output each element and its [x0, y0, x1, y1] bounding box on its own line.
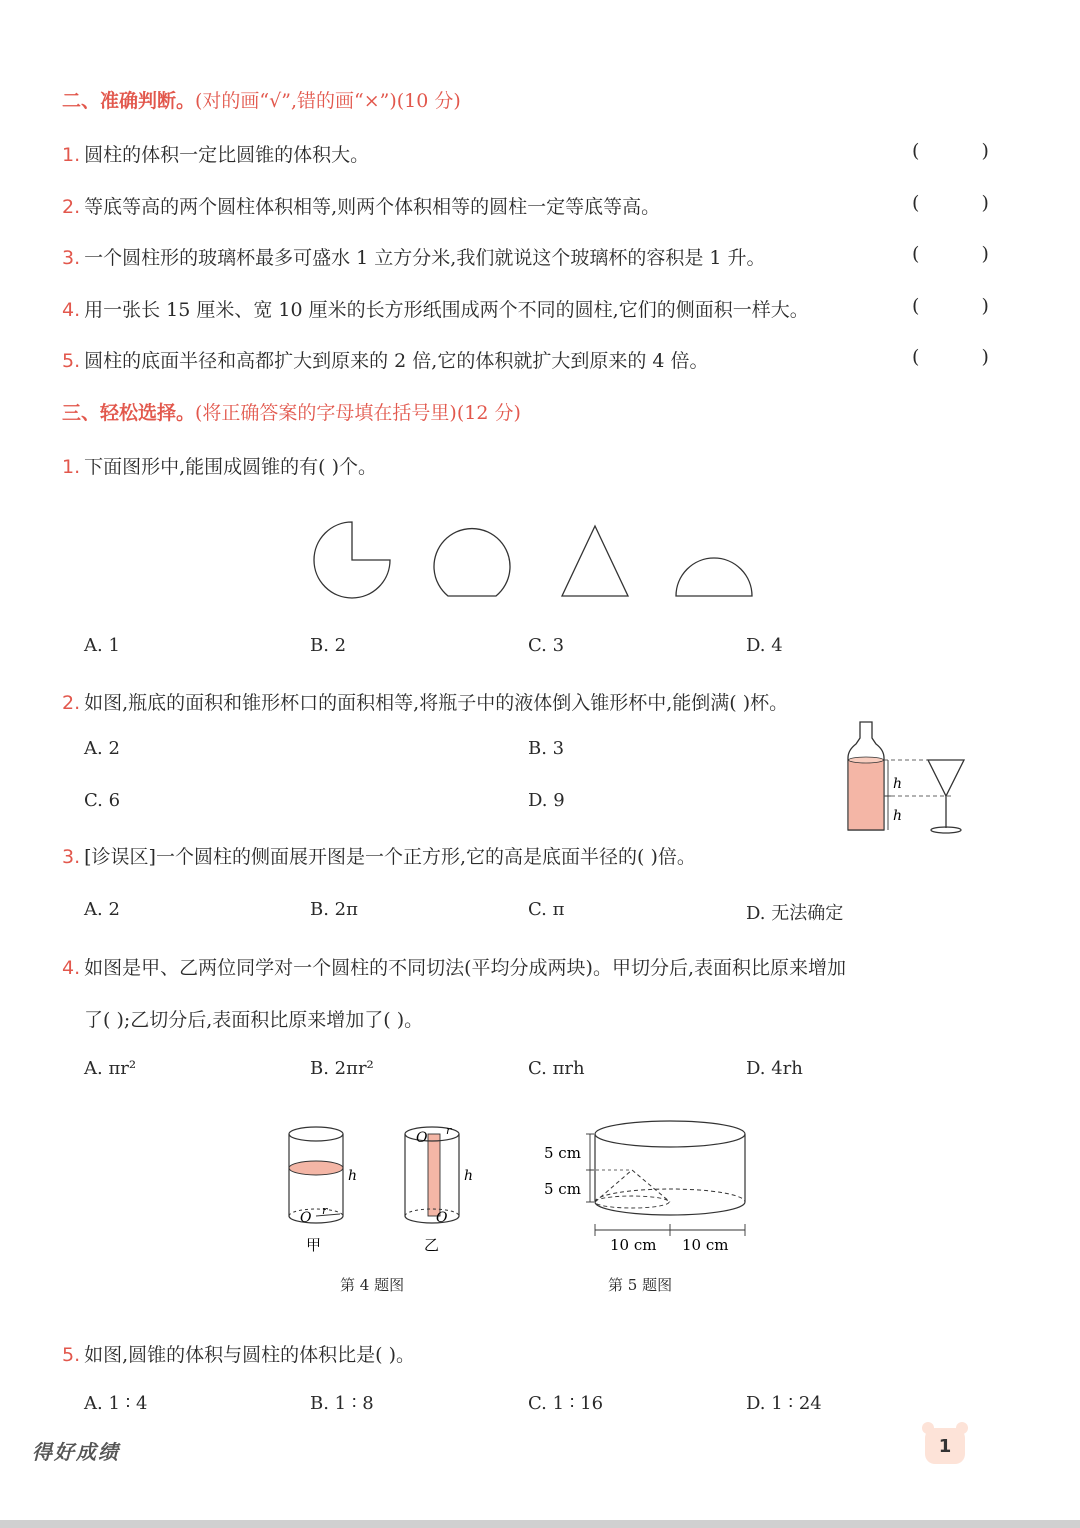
figure-5-caption: 第 5 题图	[608, 1276, 673, 1294]
svg-text:乙: 乙	[424, 1236, 440, 1254]
q5-option-d[interactable]: D. 1 ∶ 24	[746, 1393, 822, 1414]
svg-text:r: r	[322, 1204, 328, 1217]
q4-option-b[interactable]: B. 2πr²	[310, 1058, 374, 1079]
triangle-shape	[562, 526, 628, 596]
judge-item-4: 4. 用一张长 15 厘米、宽 10 厘米的长方形纸围成两个不同的圆柱,它们的侧面积一样大。	[62, 299, 809, 321]
q4-option-a[interactable]: A. πr²	[84, 1058, 137, 1079]
q3-option-c[interactable]: C. π	[528, 899, 565, 920]
bottle-icon	[848, 722, 884, 830]
judge-answer-5[interactable]: ( )	[912, 346, 1017, 368]
footer-brand: 得好成绩	[32, 1440, 120, 1464]
q1-option-a[interactable]: A. 1	[84, 635, 120, 656]
svg-text:h: h	[464, 1168, 474, 1184]
svg-text:O: O	[300, 1210, 312, 1226]
figure-5-cylinder-cone	[540, 1112, 760, 1258]
figure-4-caption: 第 4 题图	[340, 1276, 405, 1294]
q2-option-b[interactable]: B. 3	[528, 738, 565, 759]
q5-option-b[interactable]: B. 1 ∶ 8	[310, 1393, 374, 1414]
svg-text:h: h	[348, 1168, 358, 1184]
q1-option-b[interactable]: B. 2	[310, 635, 347, 656]
figure-4-cylinders	[280, 1118, 480, 1258]
judge-answer-4[interactable]: ( )	[912, 295, 1017, 317]
choice-q1: 1. 下面图形中,能围成圆锥的有( )个。	[62, 456, 378, 478]
svg-text:h: h	[893, 808, 903, 824]
section3-title: 三、轻松选择。(将正确答案的字母填在括号里)(12 分)	[62, 402, 521, 424]
choice-q4-line2: 了( );乙切分后,表面积比原来增加了( )。	[84, 1009, 424, 1031]
q2-option-c[interactable]: C. 6	[84, 790, 121, 811]
cone-cup-icon	[928, 760, 964, 833]
svg-text:h: h	[893, 776, 903, 792]
choice-q2: 2. 如图,瓶底的面积和锥形杯口的面积相等,将瓶子中的液体倒入锥形杯中,能倒满( )杯。	[62, 692, 789, 714]
page-number: 1	[925, 1428, 965, 1464]
svg-text:5 cm: 5 cm	[544, 1180, 581, 1198]
q4-option-c[interactable]: C. πrh	[528, 1058, 585, 1079]
judge-item-1: 1. 圆柱的体积一定比圆锥的体积大。	[62, 144, 370, 166]
judge-answer-3[interactable]: ( )	[912, 243, 1017, 265]
judge-item-2: 2. 等底等高的两个圆柱体积相等,则两个体积相等的圆柱一定等底等高。	[62, 196, 661, 218]
bottom-edge-bar	[0, 1520, 1080, 1528]
truncated-circle-shape	[434, 529, 510, 596]
bottle-and-cup-figure	[840, 716, 970, 840]
cylinder-yi-icon	[405, 1124, 473, 1226]
svg-text:O: O	[416, 1130, 428, 1146]
judge-item-3: 3. 一个圆柱形的玻璃杯最多可盛水 1 立方分米,我们就说这个玻璃杯的容积是 1 升。	[62, 247, 766, 269]
q3-option-d[interactable]: D. 无法确定	[746, 903, 844, 924]
semicircle-shape	[676, 558, 752, 596]
q4-option-d[interactable]: D. 4rh	[746, 1058, 803, 1079]
q3-option-b[interactable]: B. 2π	[310, 899, 358, 920]
q3-option-a[interactable]: A. 2	[84, 899, 120, 920]
q5-option-c[interactable]: C. 1 ∶ 16	[528, 1393, 604, 1414]
q1-shapes-figure	[300, 510, 770, 610]
q1-option-c[interactable]: C. 3	[528, 635, 565, 656]
q2-option-a[interactable]: A. 2	[84, 738, 120, 759]
judge-answer-1[interactable]: ( )	[912, 140, 1017, 162]
svg-text:10 cm: 10 cm	[682, 1236, 729, 1254]
judge-answer-2[interactable]: ( )	[912, 192, 1017, 214]
section2-title: 二、准确判断。(对的画“√”,错的画“×”)(10 分)	[62, 90, 461, 112]
choice-q4-line1: 4. 如图是甲、乙两位同学对一个圆柱的不同切法(平均分成两块)。甲切分后,表面积比原来增加	[62, 957, 847, 979]
choice-q3: 3. [诊误区]一个圆柱的侧面展开图是一个正方形,它的高是底面半径的( )倍。	[62, 846, 696, 868]
judge-item-5: 5. 圆柱的底面半径和高都扩大到原来的 2 倍,它的体积就扩大到原来的 4 倍。	[62, 350, 709, 372]
cylinder-jia-icon	[289, 1127, 357, 1226]
svg-text:甲: 甲	[306, 1236, 322, 1254]
q2-option-d[interactable]: D. 9	[528, 790, 565, 811]
q1-option-d[interactable]: D. 4	[746, 635, 783, 656]
svg-text:10 cm: 10 cm	[610, 1236, 657, 1254]
three-quarter-circle-shape	[314, 522, 390, 598]
choice-q5: 5. 如图,圆锥的体积与圆柱的体积比是( )。	[62, 1344, 416, 1366]
svg-text:O: O	[436, 1210, 448, 1226]
q5-option-a[interactable]: A. 1 ∶ 4	[84, 1393, 148, 1414]
svg-text:5 cm: 5 cm	[544, 1144, 581, 1162]
svg-text:r: r	[446, 1124, 452, 1137]
